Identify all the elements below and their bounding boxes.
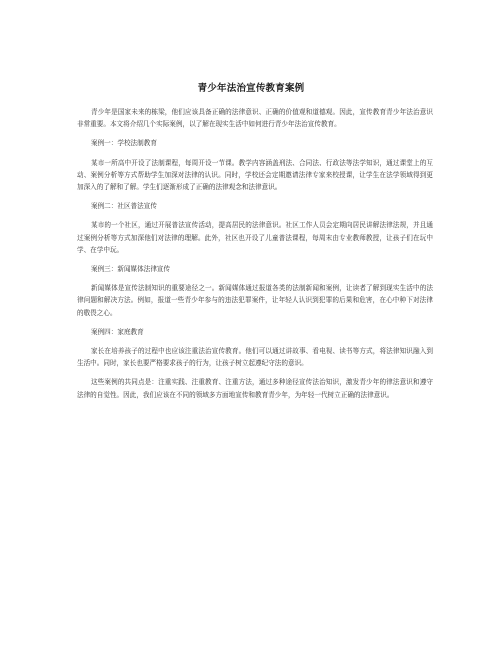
case-1-heading: 案例一：学校法制教育 xyxy=(91,139,157,148)
case-3-heading: 案例三：新闻媒体法律宣传 xyxy=(91,265,171,274)
case-1-body: 某市一所高中开设了法制课程，每周开设一节课。教学内容涵盖刑法、合同法、行政法等法学知识，通过课堂上的互动、案例分析等方式帮助学生加深对法律的认识。同时，学校还会定期邀请法律专家来校授课，让学生在法学领域得到更加深入的了解和了解。学生们逐渐形成了正确的法律观念和法律意识。 xyxy=(77,158,433,192)
case-2-body: 某市的一个社区，通过开展普法宣传活动，提高居民的法律意识。社区工作人员会定期向居民讲解法律法规，并且通过案例分析等方式加深他们对法律的理解。此外，社区也开设了儿童普法课程，每周末由专业教师教授，让孩子们在玩中学、在学中玩。 xyxy=(77,221,433,254)
document-body xyxy=(77,106,433,408)
case-2-heading: 案例二：社区普法宣传 xyxy=(91,202,157,211)
document-title: 青少年法治宣传教育案例 xyxy=(197,83,305,94)
case-4-body: 家长在培养孩子的过程中也应该注重法治宣传教育。他们可以通过讲故事、看电视、读书等方式，将法律知识融入到生活中。同时，家长也要严格要求孩子的行为，让孩子树立起遵纪守法的意识。 xyxy=(77,347,433,368)
case-3-body: 新闻媒体是宣传法制知识的重要途径之一。新闻媒体通过报道各类的法制新闻和案例，让读者了解到现实生活中的法律问题和解决方法。例如，报道一些青少年参与的违法犯罪案件，让年轻人认识到犯罪的后果和危害，在心中种下对法律的敬畏之心。 xyxy=(77,284,433,317)
conclusion-paragraph: 这些案例的共同点是：注重实践、注重教育、注重方法，通过多种途径宣传法治知识，激发青少年的律法意识和遵守法律的自觉性。因此，我们应该在不同的领域多方面地宣传和教育青少年，为年轻一代树立正确的法律意识。 xyxy=(77,378,433,399)
case-4-heading: 案例四：家庭教育 xyxy=(91,327,144,336)
intro-paragraph: 青少年是国家未来的栋梁，他们应该具备正确的法律意识、正确的价值观和道德观。因此，宣传教育青少年法治意识非常重要。本文将介绍几个实际案例，以了解在现实生活中如何进行青少年法治宣传教育。 xyxy=(77,108,433,129)
